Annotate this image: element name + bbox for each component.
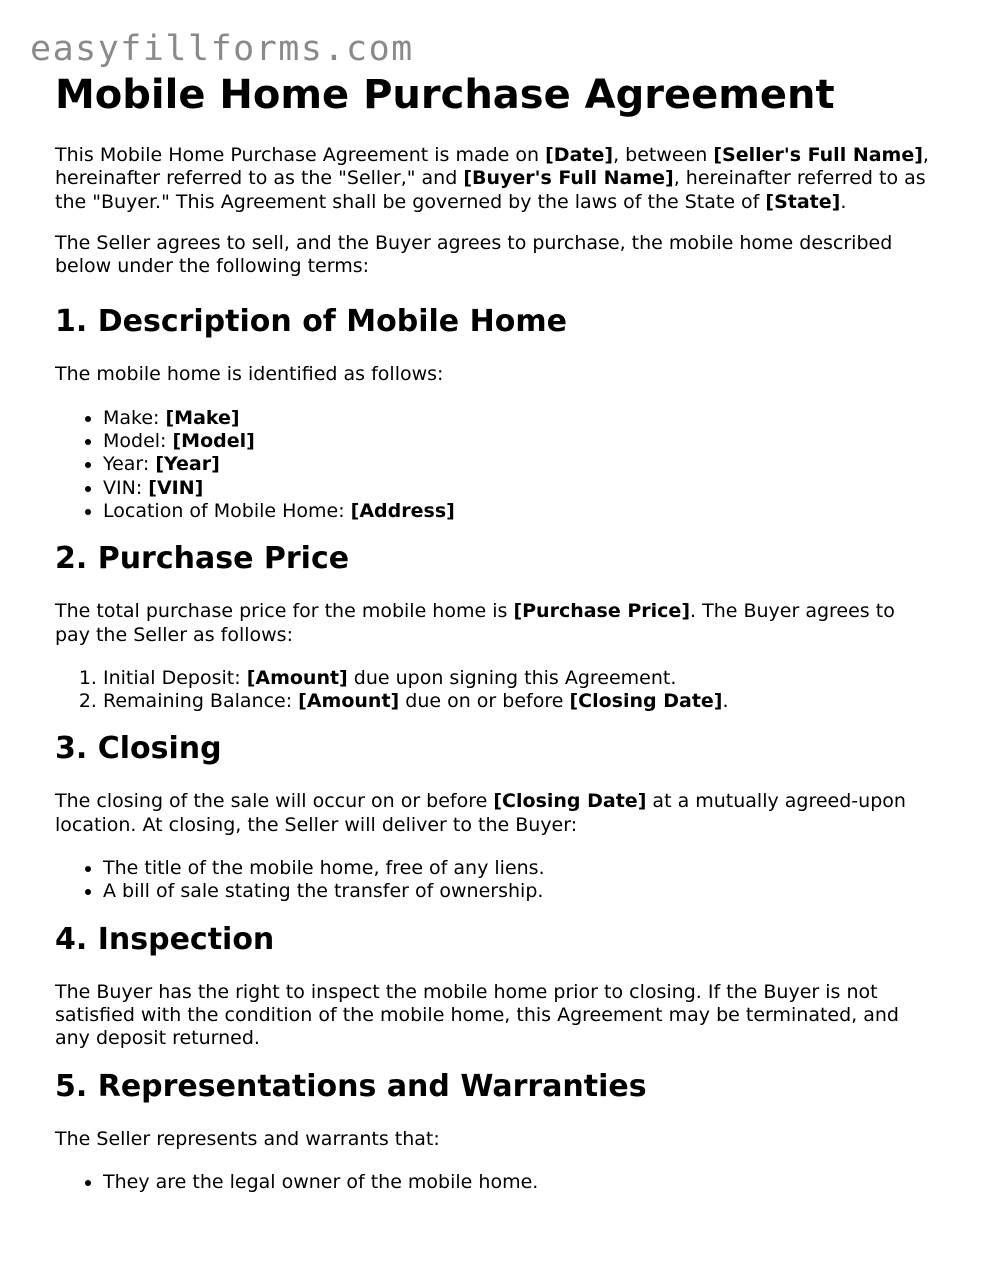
seller-name-field: [Seller's Full Name] xyxy=(713,144,923,166)
date-field: [Date] xyxy=(545,144,614,166)
item-label: Remaining Balance: xyxy=(103,690,299,713)
intro-text: , hereinafter referred to as the "Buyer." This Agreement shall be governed by the laws of the State of xyxy=(55,167,926,213)
closing-date-field: [Closing Date] xyxy=(493,790,647,813)
item-text: due upon signing this Agreement. xyxy=(347,666,677,689)
warranties-list xyxy=(55,1171,935,1194)
list-item xyxy=(103,667,935,690)
address-field: [Address] xyxy=(350,499,455,522)
section-3-text-part: The closing of the sale will occur on or before xyxy=(55,790,494,813)
section-3-heading: 3. Closing xyxy=(55,731,222,767)
list-item xyxy=(103,430,935,453)
section-3-text xyxy=(55,790,935,837)
section-2-heading: 2. Purchase Price xyxy=(55,541,350,577)
section-3-text-part: at a mutually agreed-upon location. At closing, the Seller will deliver to the Buyer: xyxy=(55,790,906,836)
vin-field: [VIN] xyxy=(148,476,204,499)
section-2-text-part: The total purchase price for the mobile home is xyxy=(55,600,514,623)
intro-text: This Mobile Home Purchase Agreement is made on xyxy=(55,144,546,166)
item-label: Location of Mobile Home: xyxy=(103,499,351,522)
item-text: . xyxy=(722,690,729,713)
section-2-text xyxy=(55,600,935,647)
closing-deliverables-list xyxy=(55,857,935,904)
purchase-price-field: [Purchase Price] xyxy=(513,600,691,623)
section-5-heading: 5. Representations and Warranties xyxy=(55,1068,647,1104)
item-label: Initial Deposit: xyxy=(103,666,247,689)
payment-terms-list xyxy=(55,667,935,714)
list-item: • They are the legal owner of the mobile home. xyxy=(103,1171,935,1194)
intro-text: , between xyxy=(613,144,714,166)
list-item: • The title of the mobile home, free of any liens. xyxy=(103,857,935,880)
list-item xyxy=(103,500,935,523)
list-item xyxy=(103,407,935,430)
item-label: Model: xyxy=(103,430,173,453)
agreement-document xyxy=(55,72,935,1194)
list-item xyxy=(103,477,935,500)
state-field: [State] xyxy=(765,190,841,213)
intro-text: . xyxy=(840,190,847,213)
intro-paragraph xyxy=(55,144,935,214)
watermark: easyfillforms.com xyxy=(30,29,414,69)
list-item: • A bill of sale stating the transfer of ownership. xyxy=(103,880,935,903)
section-1-text: The mobile home is identified as follows: xyxy=(55,363,444,386)
item-label: VIN: xyxy=(103,476,149,499)
item-label: Year: xyxy=(103,453,156,476)
make-field: [Make] xyxy=(165,406,240,429)
balance-amount-field: [Amount] xyxy=(298,690,400,713)
section-5-text: The Seller represents and warrants that: xyxy=(55,1127,440,1150)
model-field: [Model] xyxy=(172,430,255,453)
closing-date-field: [Closing Date] xyxy=(569,690,723,713)
list-item xyxy=(103,453,935,476)
section-2-text-part: . The Buyer agrees to pay the Seller as follows: xyxy=(55,600,895,646)
terms-intro-paragraph: The Seller agrees to sell, and the Buyer agrees to purchase, the mobile home described below under the following terms: xyxy=(55,231,893,278)
document-title: Mobile Home Purchase Agreement xyxy=(55,72,835,118)
section-4-heading: 4. Inspection xyxy=(55,921,275,957)
section-4-text: The Buyer has the right to inspect the mobile home prior to closing. If the Buyer is not satisfied with the condition of the mobile home, this Agreement may be terminated, and any deposit returned. xyxy=(55,980,899,1050)
deposit-amount-field: [Amount] xyxy=(246,666,348,689)
list-item xyxy=(103,690,935,713)
buyer-name-field: [Buyer's Full Name] xyxy=(463,167,674,190)
year-field: [Year] xyxy=(155,453,220,476)
intro-text: , hereinafter referred to as the "Seller," and xyxy=(55,144,929,190)
mobile-home-details-list xyxy=(55,407,935,523)
item-label: Make: xyxy=(103,406,166,429)
item-text: due on or before xyxy=(399,690,570,713)
section-1-heading: 1. Description of Mobile Home xyxy=(55,304,567,340)
